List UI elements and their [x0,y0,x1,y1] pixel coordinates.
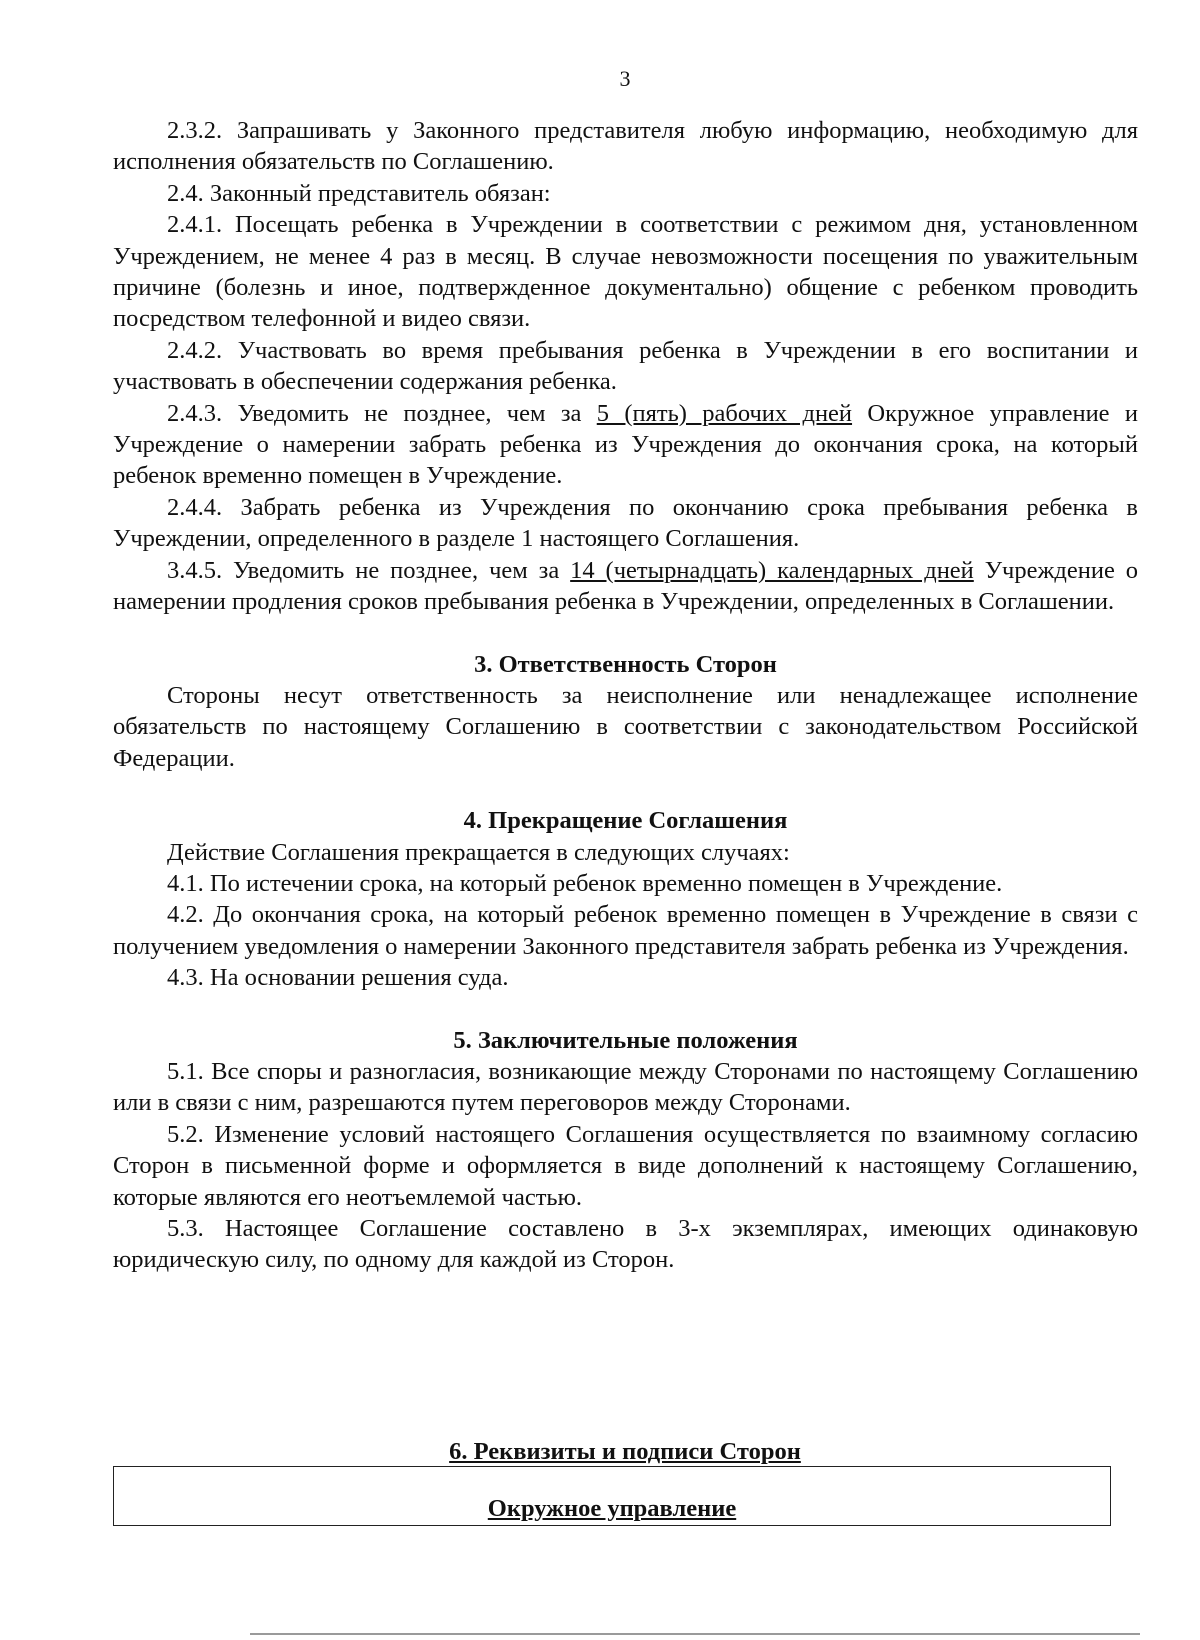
page-number: 3 [619,66,631,91]
clause-2-4-3 [113,398,1138,492]
section-6-heading [0,1438,1200,1466]
clause-2-4-4: 2.4.4. Забрать ребенка из Учреждения по окончанию срока пребывания ребенка в Учреждении, определенного в разделе 1 настоящего Соглашения. [113,493,1138,553]
clause-4-2: 4.2. До окончания срока, на который ребенок временно помещен в Учреждение в связи с получением уведомления о намерении Законного представителя забрать ребенка из Учреждения. [113,901,1138,960]
section-3-heading: 3. Ответственность Сторон [474,650,777,678]
clause-2-4: 2.4. Законный представитель обязан: [167,179,551,207]
clause-2-4-1: 2.4.1. Посещать ребенка в Учреждении в соответствии с режимом дня, установленном Учреждением, не менее 4 раз в месяц. В случае невозможности посещения по уважительным причине (болезнь и иное, подтвержденное документально) общение с ребенком проводить посредством телефонной и видео связи. [113,211,1138,333]
underlined-term: 14 (четырнадцать) календарных дней [570,556,974,584]
clause-5-2: 5.2. Изменение условий настоящего Соглашения осуществляется по взаимному согласию Сторон в письменной форме и оформляется в виде дополнений к настоящему Соглашению, которые являются его неотъемлемой частью. [113,1120,1138,1211]
clause-4-1: 4.1. По истечении срока, на который ребенок временно помещен в Учреждение. [167,869,1003,897]
underlined-term: 5 (пять) рабочих дней [596,399,853,427]
clause-5-1: 5.1. Все споры и разногласия, возникающие между Сторонами по настоящему Соглашению или в связи с ним, разрешаются путем переговоров между Сторонами. [113,1057,1138,1117]
clause-5-3: 5.3. Настоящее Соглашение составлено в 3-х экземплярах, имеющих одинаковую юридическую силу, по одному для каждой из Сторон. [113,1215,1138,1274]
section-4-heading: 4. Прекращение Соглашения [463,807,788,835]
section-6-title: 6. Реквизиты и подписи Сторон [449,1438,801,1465]
clause-2-4-2: 2.4.2. Участвовать во время пребывания ребенка в Учреждении в его воспитании и участвовать в обеспечении содержания ребенка. [113,336,1138,396]
section-4-intro: Действие Соглашения прекращается в следующих случаях: [167,838,790,866]
clause-3-4-5 [113,555,1138,618]
clause-4-3: 4.3. На основании решения суда. [167,964,509,992]
clause-text: 3.4.5. Уведомить не позднее, чем за [167,556,571,584]
section-5-heading: 5. Заключительные положения [453,1026,798,1054]
section-3-text: Стороны несут ответственность за неисполнение или ненадлежащее исполнение обязательств по настоящему Соглашению в соответствии с законодательством Российской Федерации. [113,681,1138,772]
clause-text: 2.4.3. Уведомить не позднее, чем за [167,399,597,427]
clause-text: Учреждение о намерении продления сроков пребывания ребенка в Учреждении, определенных в Соглашении. [113,556,1139,616]
clause-2-3-2: 2.3.2. Запрашивать у Законного представителя любую информацию, необходимую для исполнения обязательств по Соглашению. [113,117,1138,176]
document-body [113,115,1138,1276]
scan-edge-divider [250,1633,1140,1635]
signature-table [113,1466,1111,1526]
clause-text: Окружное управление и Учреждение о намерении забрать ребенка из Учреждения до окончания срока, на который ребенок временно помещен в Учреждение. [113,399,1139,490]
signature-table-cell: Окружное управление [487,1495,737,1522]
